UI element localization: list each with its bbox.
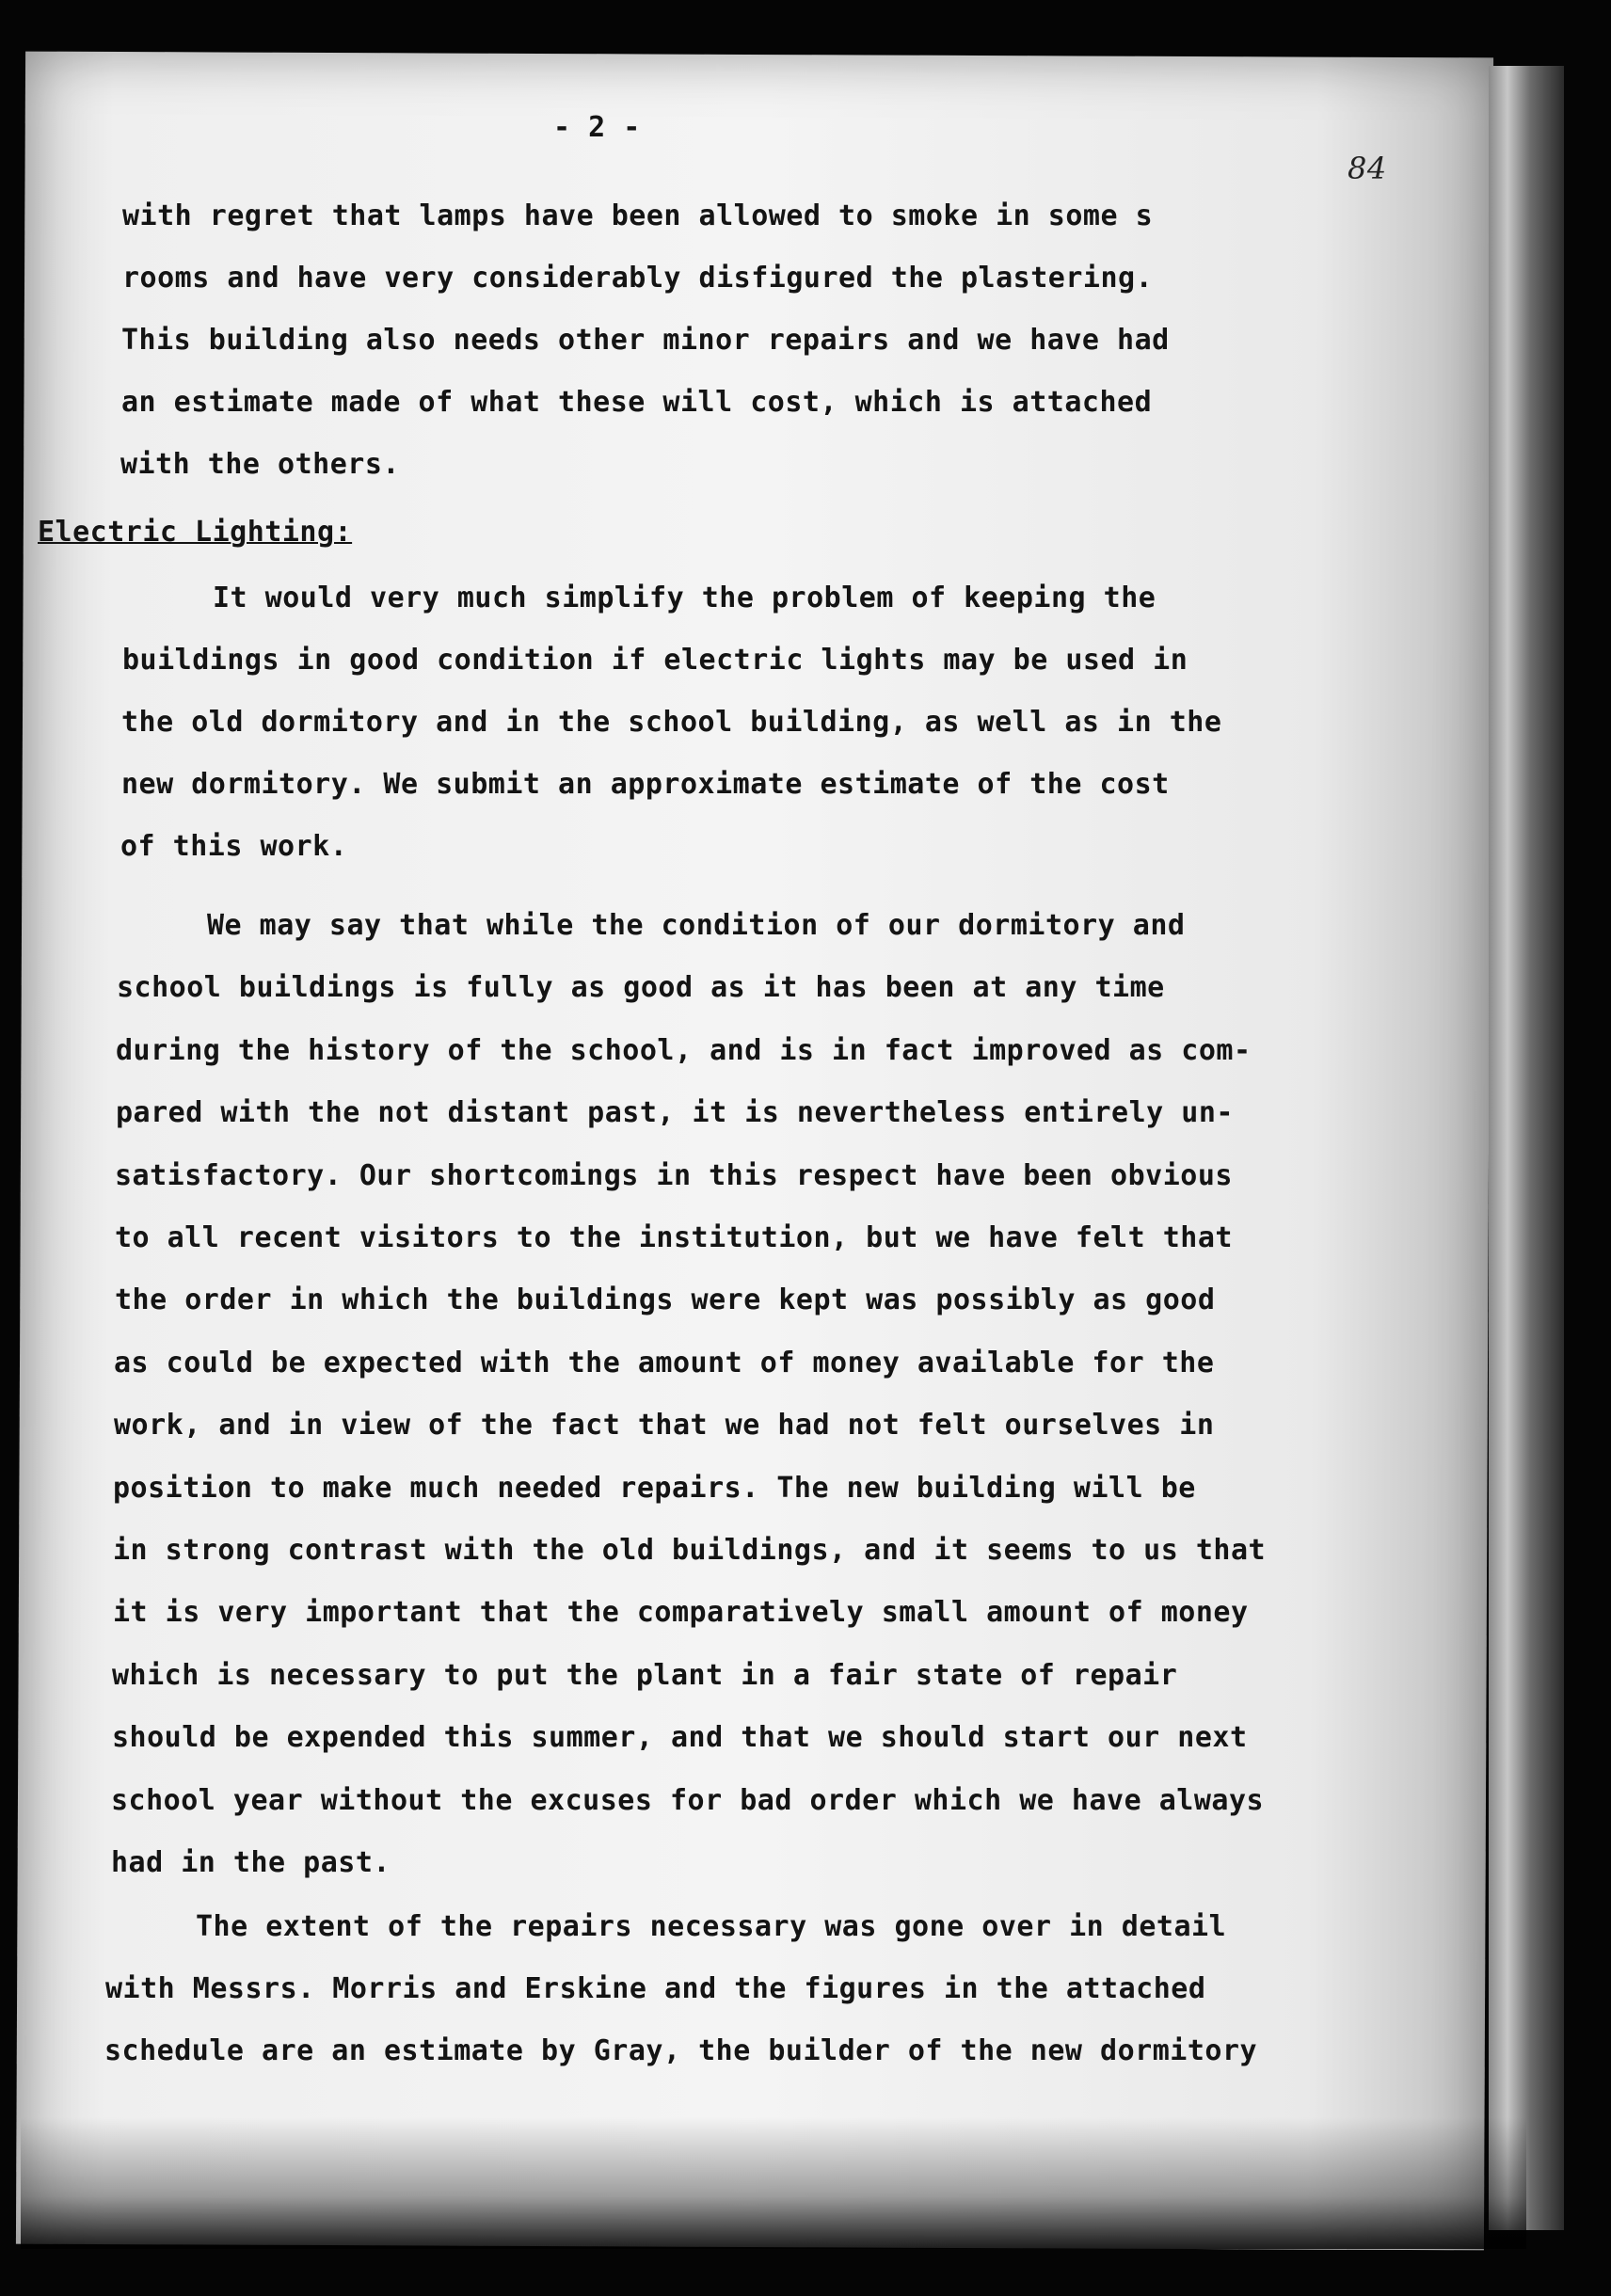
text-line: the order in which the buildings were kept was possibly as good [115,1284,1216,1317]
text-line: pared with the not distant past, it is nevertheless entirely un- [116,1096,1234,1130]
text-line: satisfactory. Our shortcomings in this respect have been obvious [115,1158,1233,1192]
text-line: to all recent visitors to the institution, but we have felt that [115,1221,1233,1254]
page-number: - 2 - [553,111,641,144]
text-line: had in the past. [111,1846,391,1879]
text-line: as could be expected with the amount of money available for the [114,1346,1215,1379]
text-line: new dormitory. We submit an approximate estimate of the cost [121,768,1170,801]
text-line: buildings in good condition if electric lights may be used in [122,644,1188,677]
text-line: schedule are an estimate by Gray, the builder of the new dormitory [104,2034,1258,2067]
text-line: the old dormitory and in the school building, as well as in the [121,706,1222,739]
text-line: It would very much simplify the problem of keeping the [213,582,1156,614]
text-line: should be expended this summer, and that we should start our next [112,1721,1248,1755]
text-line: We may say that while the condition of our dormitory and [207,909,1186,942]
folio-number: 84 [1348,151,1387,186]
text-line: school buildings is fully as good as it has been at any time [117,971,1165,1005]
text-line: rooms and have very considerably disfigured the plastering. [122,262,1154,295]
text-line: The extent of the repairs necessary was gone over in detail [196,1910,1227,1943]
text-line: work, and in view of the fact that we had not felt ourselves in [114,1409,1215,1443]
text-line: of this work. [120,830,348,863]
text-line: in strong contrast with the old buildings, and it seems to us that [113,1534,1267,1567]
text-line: with regret that lamps have been allowed to smoke in some s [122,199,1154,232]
text-line: which is necessary to put the plant in a fair state of repair [112,1658,1178,1692]
text-line: during the history of the school, and is in fact improved as com- [116,1033,1252,1067]
text-line: it is very important that the comparatively small amount of money [113,1596,1249,1630]
text-line: with Messrs. Morris and Erskine and the figures in the attached [105,1972,1206,2005]
page-bottom-shadow [21,2117,1526,2249]
text-line: with the others. [120,448,400,481]
text-line: an estimate made of what these will cost, which is attached [121,386,1153,419]
text-line: position to make much needed repairs. The new building will be [113,1471,1196,1505]
text-line: school year without the excuses for bad order which we have always [111,1783,1265,1817]
section-heading: Electric Lighting: [38,516,353,549]
text-line: This building also needs other minor repairs and we have had [121,324,1170,357]
